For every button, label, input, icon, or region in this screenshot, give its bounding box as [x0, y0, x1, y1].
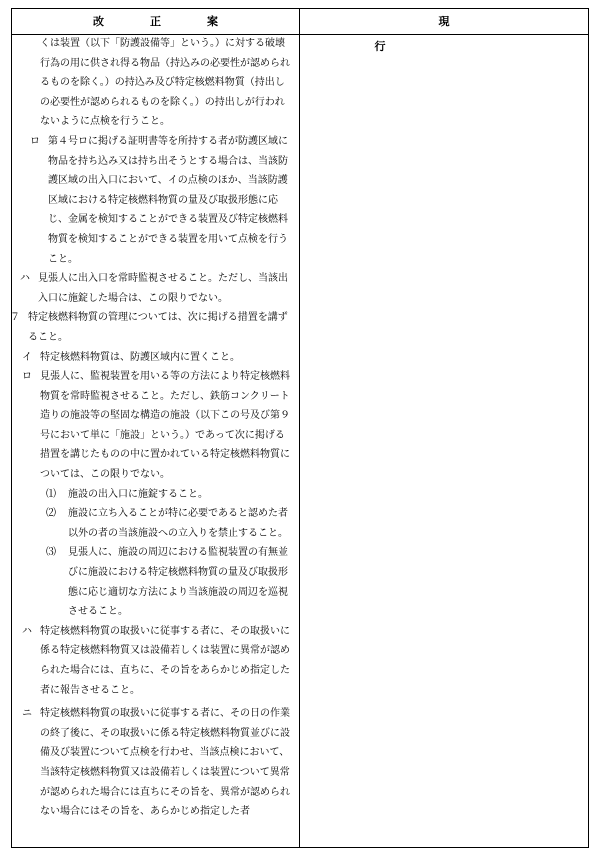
item-ni: [22, 704, 292, 822]
item-text: 特定核燃料物質の取扱いに従事する者に、その日の作業の終了後に、その取扱いに係る特定核燃料物質並びに設備及び装置について点検を行わせ、当該点検において、当該特定核燃料物質又は設備若しくは装置について異常が認められた場合には直ちにその旨を、異常が認められない場合にはその旨を、あらかじめ指定した者: [40, 708, 290, 818]
subitem-text: 施設に立ち入ることが特に必要であると認めた者以外の者の当該施設への立入りを禁止すること。: [68, 508, 288, 539]
item-text: 特定核燃料物質の取扱いに従事する者に、その取扱いに係る特定核燃料物質又は設備若しくは装置に異常が認められた場合には、直ちに、その旨をあらかじめ指定した者に報告させること。: [40, 625, 290, 696]
item-marker: イ: [22, 351, 32, 363]
table-header-row: [12, 9, 588, 53]
item-marker: ニ: [22, 708, 32, 720]
item-marker: ロ: [30, 135, 40, 147]
subitem-text: 施設の出入口に施錠すること。: [68, 488, 208, 500]
amendment-column-text: [10, 34, 292, 822]
column-divider: [299, 9, 300, 847]
item-ha-2: [22, 622, 292, 700]
item-text: 特定核燃料物質の管理については、次に掲げる措置を講ずること。: [28, 312, 288, 343]
item-7: [10, 308, 292, 347]
subitem-marker: ⑴: [46, 488, 56, 500]
header-current: 現行: [374, 15, 578, 53]
item-marker: ７: [10, 312, 20, 324]
item-ro: [30, 132, 292, 269]
subitem-marker: ⑵: [46, 508, 56, 520]
paragraph-text: くは装置（以下「防護設備等」という。）に対する破壊行為の用に供され得る物品（持込みの必要性が認められるものを除く。）の持込み及び特定核燃料物質（持出しの必要性が認められるものを除く。）の持出しが行われないように点検を行うこと。: [40, 38, 290, 128]
subitem-text: 見張人に、施設の周辺における監視装置の有無並びに施設における特定核燃料物質の量及び取扱形態に応じ適切な方法により当該施設の周辺を巡視させること。: [68, 547, 288, 618]
item-text: 見張人に出入口を常時監視させること。ただし、当該出入口に施錠した場合は、この限りでない。: [38, 273, 288, 304]
subitem-1: [46, 485, 292, 505]
paragraph-continuation: [20, 34, 292, 132]
subitem-marker: ⑶: [46, 547, 56, 559]
item-text: 第４号ロに掲げる証明書等を所持する者が防護区域に物品を持ち込み又は持ち出そうとする場合は、当該防護区域の出入口において、イの点検のほか、当該防護区域における特定核燃料物質の量及び取扱形態に応じ、金属を検知することができる装置及び特定核燃料物質を検知することができる装置を用いて点検を行うこと。: [48, 135, 288, 265]
item-marker: ハ: [22, 625, 32, 637]
subitem-3: [46, 543, 292, 621]
item-marker: ロ: [22, 371, 32, 383]
item-text: 特定核燃料物質は、防護区域内に置くこと。: [40, 351, 240, 363]
item-i: [22, 348, 292, 368]
item-ro-2: [22, 367, 292, 485]
item-marker: ハ: [20, 273, 30, 285]
subitem-2: [46, 504, 292, 543]
item-ha: [20, 269, 292, 308]
item-text: 見張人に、監視装置を用いる等の方法により特定核燃料物質を常時監視させること。ただし、鉄筋コンクリート造りの施設等の堅固な構造の施設（以下この号及び第９号において単に「施設」という。）であって次に掲げる措置を講じたものの中に置かれている特定核燃料物質については、この限りでない。: [40, 371, 290, 481]
header-amendment: 改正案: [93, 15, 264, 28]
